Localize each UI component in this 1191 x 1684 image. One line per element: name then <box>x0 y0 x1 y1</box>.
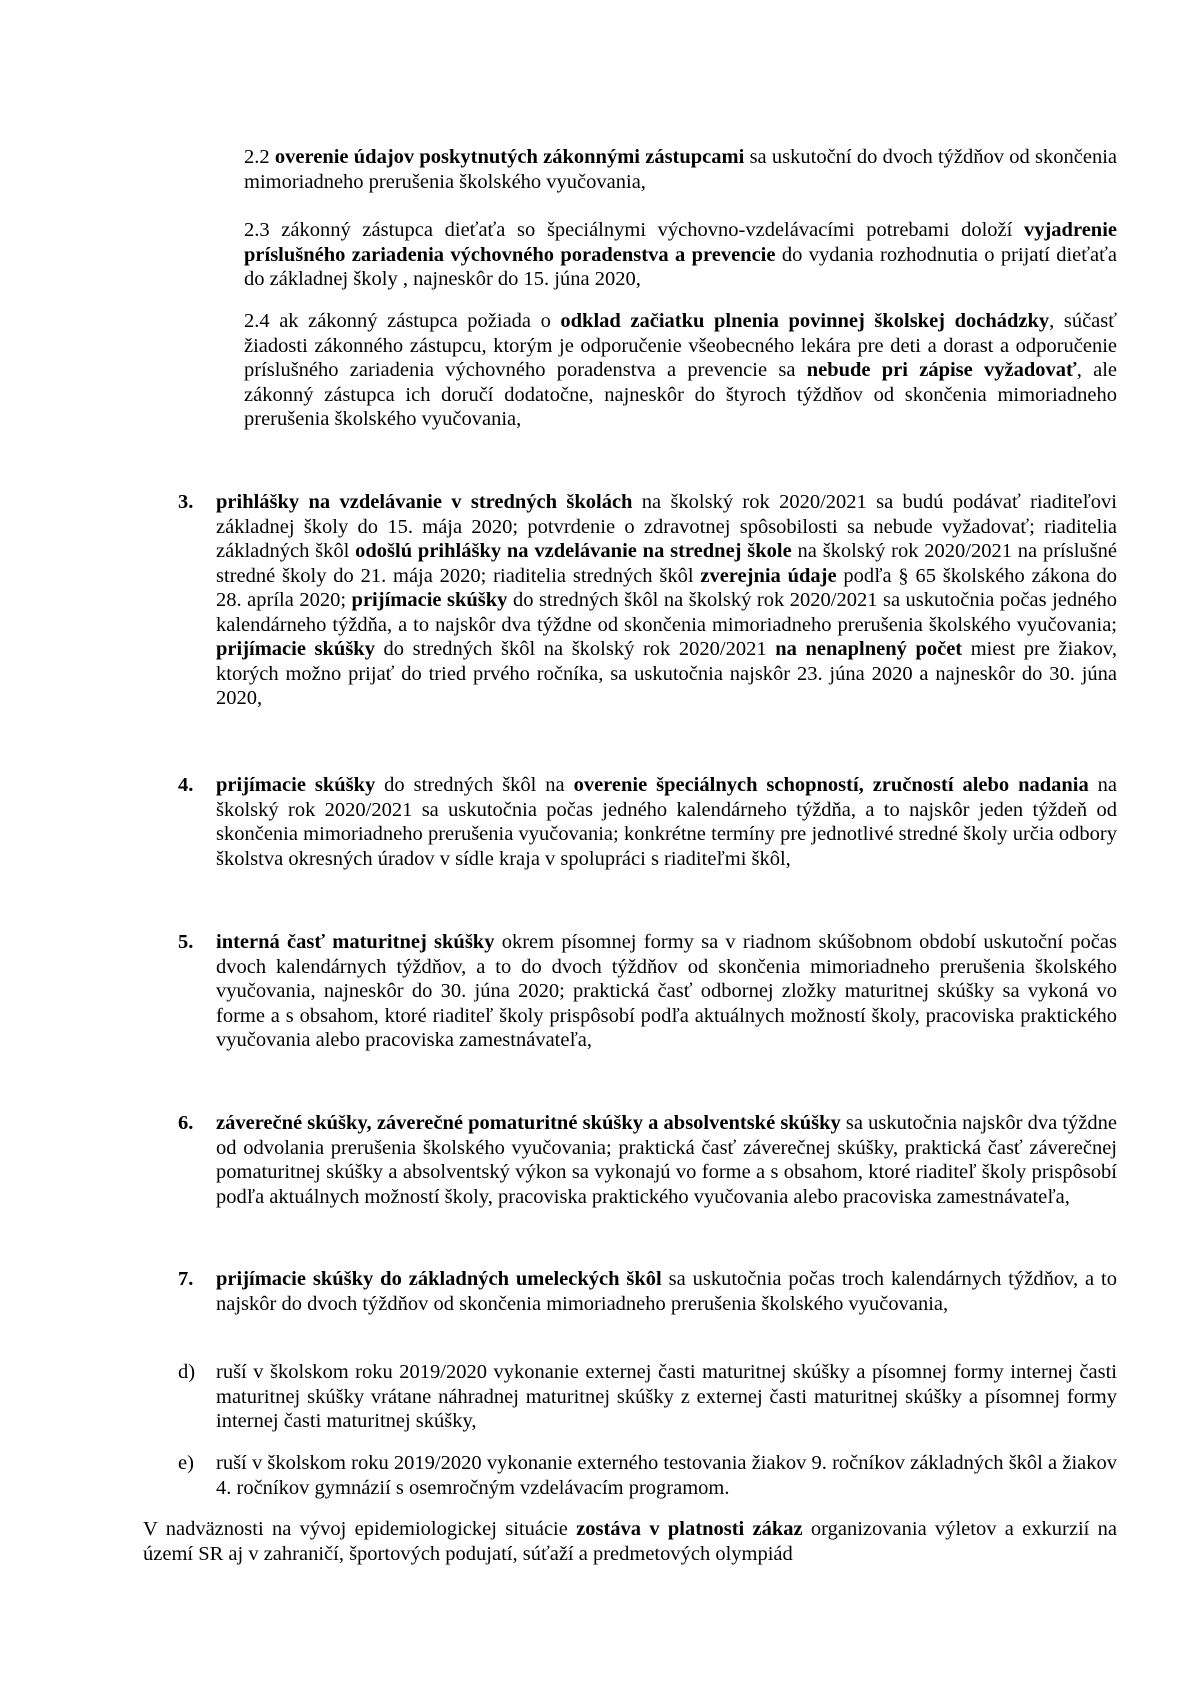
bold-text: prihlášky na vzdelávanie v stredných školách <box>216 491 633 513</box>
closing-paragraph <box>143 1517 1117 1566</box>
text-run: do stredných škôl na školský rok 2020/2021 <box>374 638 776 660</box>
list-item-4 <box>216 773 1117 871</box>
bold-text: prijímacie skúšky do základných umeleckých škôl <box>216 1268 662 1290</box>
text-run: organizovania výletov a exkurzií na území SR aj v zahraničí, športových podujatí, súťaží a predmetových olympiád <box>143 1518 1117 1565</box>
bold-text: odošlú prihlášky na vzdelávanie na strednej škole <box>355 540 792 562</box>
text-run: V nadväznosti na vývoj epidemiologickej situácie <box>143 1518 577 1540</box>
sub-item-2-2 <box>244 145 1117 194</box>
text-run: zákonný zástupca dieťaťa so špeciálnymi výchovno-vzdelávacími potrebami doloží <box>269 219 1024 241</box>
list-number-4: 4. <box>178 774 194 796</box>
text-run: podľa § 65 školského zákona do 28. apríla 2020; <box>216 564 1117 611</box>
text-run: ruší v školskom roku 2019/2020 vykonanie externého testovania žiakov 9. ročníkov základných škôl a žiakov 4. ročníkov gymnázií s osemročným vzdelávacím programom. <box>216 1452 1117 1499</box>
bold-text: zverejnia údaje <box>700 564 837 587</box>
list-number-6: 6. <box>178 1112 194 1134</box>
list-letter-d: d) <box>178 1361 196 1383</box>
text-run: sa uskutočnia najskôr dva týždne od odvolania prerušenia školského vyučovania; praktická časť záverečnej skúšky, praktická časť záverečnej pomaturitnej skúšky a absolventský výkon sa vykonajú vo forme a s obsahom, ktoré riaditeľ školy prispôsobí podľa aktuálnych možností školy, pracoviska praktického vyučovania alebo pracoviska zamestnávateľa, <box>216 1112 1117 1208</box>
bold-text: vyjadrenie príslušného zariadenia výchovného poradenstva a prevencie <box>244 219 1117 266</box>
sub-item-number: 2.2 <box>244 146 270 168</box>
bold-text: odklad začiatku plnenia povinnej školskej dochádzky <box>560 310 1050 332</box>
text-run: miest pre žiakov, ktorých možno prijať do tried prvého ročníka, sa uskutočnia najskôr 23. júna 2020 a najneskôr do 30. júna 2020, <box>216 638 1117 709</box>
text-run: do stredných škôl na <box>375 774 574 796</box>
text-run: sa uskutoční do dvoch týždňov od skončenia mimoriadneho prerušenia školského vyučovania, <box>244 146 1118 193</box>
sub-item-2-4 <box>244 309 1117 432</box>
text-run: na školský rok 2020/2021 sa budú podávať riaditeľovi základnej školy do 15. mája 2020; potvrdenie o zdravotnej spôsobilosti sa nebude vyžadovať; riaditelia základných škôl <box>216 491 1117 562</box>
list-item-5 <box>216 930 1117 1053</box>
sub-item-2-3 <box>244 218 1117 292</box>
sub-item-number: 2.3 <box>244 219 270 241</box>
text-run: na školský rok 2020/2021 na príslušné stredné školy do 21. mája 2020; riaditelia stredných škôl <box>216 540 1117 587</box>
list-number-7: 7. <box>178 1268 194 1290</box>
text-run: , ale zákonný zástupca ich doručí dodatočne, najneskôr do štyroch týždňov od skončenia mimoriadneho prerušenia školského vyučovania, <box>244 359 1118 430</box>
bold-text: prijímacie skúšky <box>216 774 376 796</box>
bold-text: interná časť maturitnej skúšky <box>216 931 495 953</box>
bold-text: overenie údajov poskytnutých zákonnými zástupcami <box>274 146 745 168</box>
text-run: do vydania rozhodnutia o prijatí dieťaťa do základnej školy , najneskôr do 15. júna 2020, <box>244 243 1117 290</box>
list-item-6 <box>216 1111 1117 1209</box>
list-number-3: 3. <box>178 491 194 513</box>
text-run: na školský rok 2020/2021 sa uskutočnia počas jedného kalendárneho týždňa, a to najskôr jeden týždeň od skončenia mimoriadneho prerušenia vyučovania; konkrétne termíny pre jednotlivé stredné školy určia odbory školstva okresných úradov v sídle kraja v spolupráci s riaditeľmi škôl, <box>216 774 1117 870</box>
list-number-5: 5. <box>178 931 194 953</box>
text-run: do stredných škôl na školský rok 2020/2021 sa uskutočnia počas jedného kalendárneho týždňa, a to najskôr dva týždne od skončenia mimoriadneho prerušenia školského vyučovania; <box>216 589 1117 636</box>
text-run: , súčasť žiadosti zákonného zástupcu, ktorým je odporučenie všeobecného lekára pre deti a dorast a odporučenie príslušného zariadenia výchovného poradenstva a prevencie sa <box>244 310 1117 381</box>
bold-text: záverečné skúšky, záverečné pomaturitné skúšky a absolventské skúšky <box>216 1112 841 1134</box>
bold-text: overenie špeciálnych schopností, zručností alebo nadania <box>573 774 1089 796</box>
text-run: ruší v školskom roku 2019/2020 vykonanie externej časti maturitnej skúšky a písomnej formy internej časti maturitnej skúšky vrátane náhradnej maturitnej skúšky z externej časti maturitnej skúšky a písomnej formy internej časti maturitnej skúšky, <box>216 1361 1117 1432</box>
list-letter-e: e) <box>178 1452 194 1474</box>
text-run: okrem písomnej formy sa v riadnom skúšobnom období uskutoční počas dvoch kalendárnych týždňov, a to do dvoch týždňov od skončenia mimoriadneho prerušenia školského vyučovania, najneskôr do 30. júna 2020; praktická časť odbornej zložky maturitnej skúšky sa vykoná vo forme a s obsahom, ktoré riaditeľ školy prispôsobí podľa aktuálnych možností školy, pracoviska praktického vyučovania alebo pracoviska zamestnávateľa, <box>216 931 1117 1051</box>
bold-text: prijímacie skúšky <box>216 638 375 660</box>
list-item-d <box>216 1360 1117 1434</box>
bold-text: prijímacie skúšky <box>351 589 508 611</box>
bold-text: zostáva v platnosti zákaz <box>576 1518 803 1540</box>
sub-item-number: 2.4 <box>244 310 270 332</box>
bold-text: nebude pri zápise vyžadovať <box>806 359 1077 381</box>
list-item-7 <box>216 1267 1117 1316</box>
text-run: sa uskutočnia počas troch kalendárnych týždňov, a to najskôr do dvoch týždňov od skončenia mimoriadneho prerušenia školského vyučovania, <box>216 1268 1117 1315</box>
list-item-e <box>216 1451 1117 1500</box>
list-item-3 <box>216 490 1117 711</box>
bold-text: na nenaplnený počet <box>775 638 963 660</box>
text-run: ak zákonný zástupca požiada o <box>269 310 561 332</box>
